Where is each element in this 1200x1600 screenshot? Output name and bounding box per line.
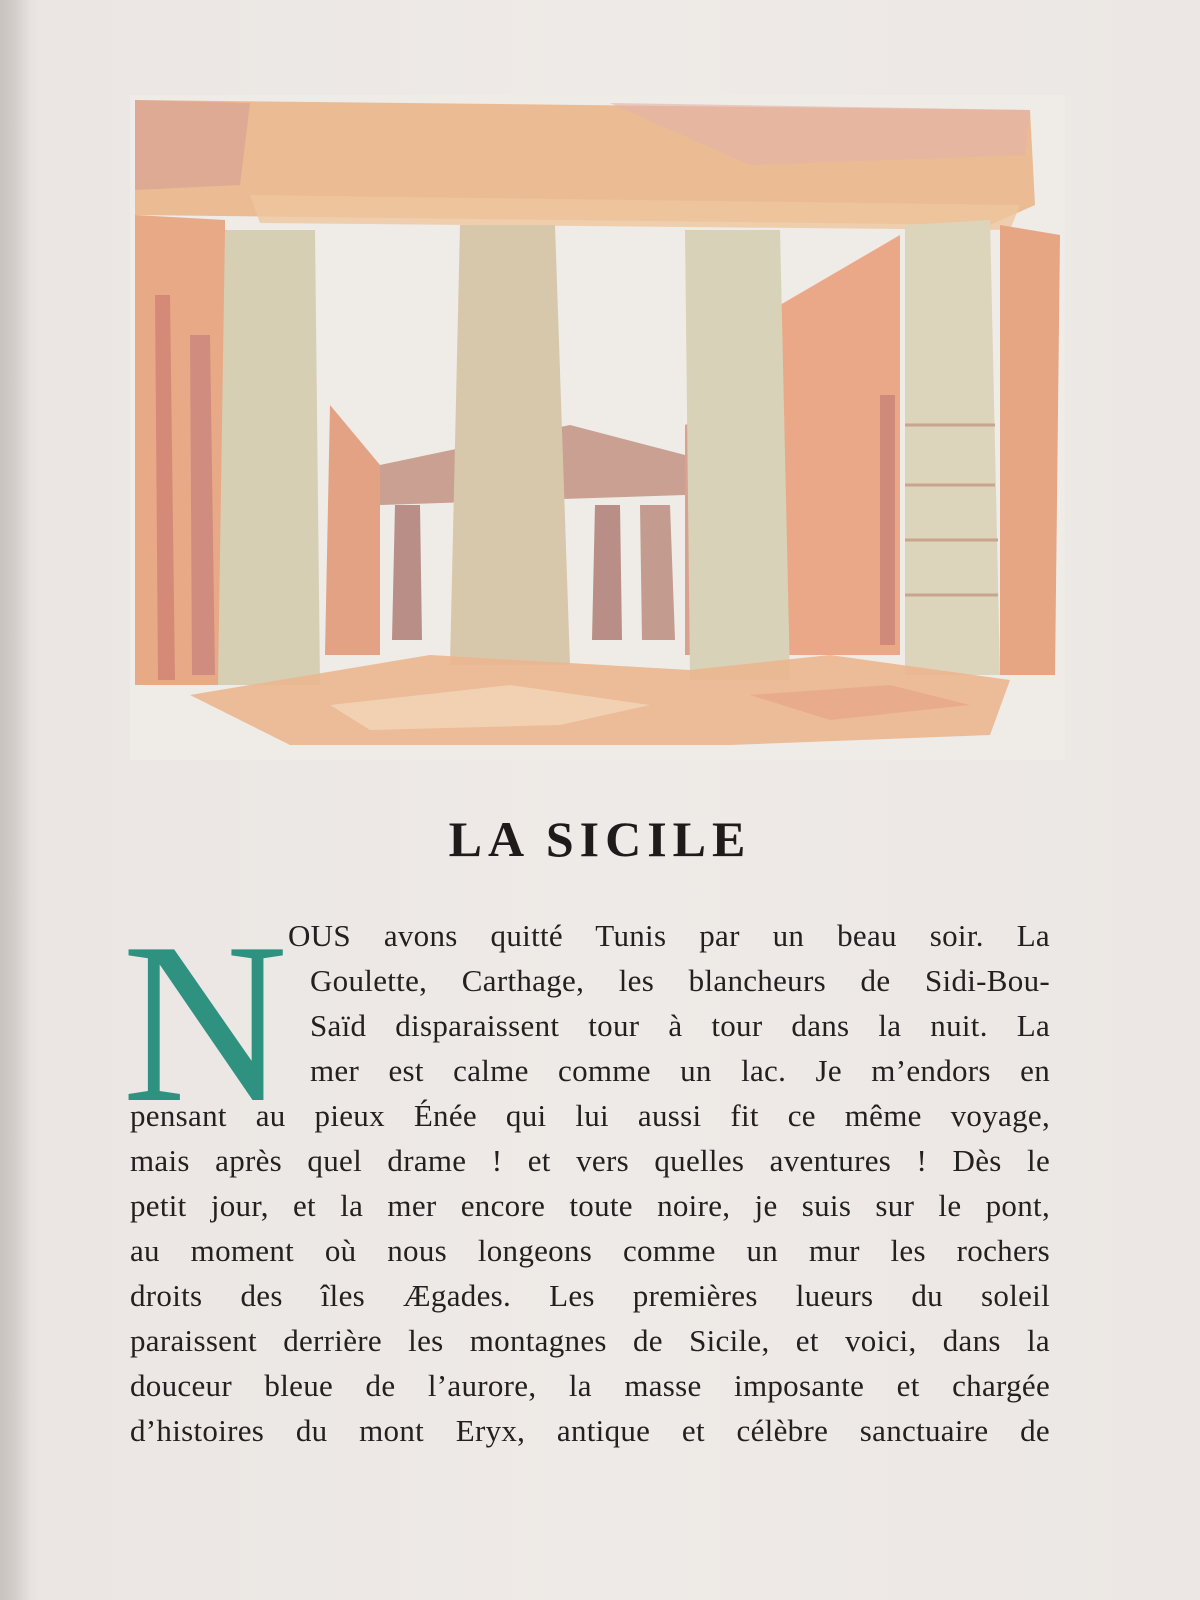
temple-illustration xyxy=(130,95,1065,760)
body-line-12: d’histoires du mont Eryx, antique et célèbre sanctuaire de xyxy=(130,1413,1050,1448)
drop-cap-letter: N xyxy=(121,925,289,1110)
body-line-4: mer est calme comme un lac. Je m’endors en xyxy=(310,1053,1050,1088)
body-line-9: droits des îles Ægades. Les premières lueurs du soleil xyxy=(130,1278,1050,1313)
body-line-5: pensant au pieux Énée qui lui aussi fit ce même voyage, xyxy=(130,1098,1050,1133)
body-line-10: paraissent derrière les montagnes de Sicile, et voici, dans la xyxy=(130,1323,1050,1358)
chapter-title: LA SICILE xyxy=(448,811,752,867)
body-line-11: douceur bleue de l’aurore, la masse imposante et chargée xyxy=(130,1368,1050,1403)
body-line-6: mais après quel drame ! et vers quelles aventures ! Dès le xyxy=(130,1143,1050,1178)
body-line-2: Goulette, Carthage, les blancheurs de Sidi-Bou- xyxy=(310,963,1050,998)
body-line-1: OUS avons quitté Tunis par un beau soir. La xyxy=(288,918,1050,953)
body-line-8: au moment où nous longeons comme un mur les rochers xyxy=(130,1233,1050,1268)
body-line-7: petit jour, et la mer encore toute noire, je suis sur le pont, xyxy=(130,1188,1050,1223)
drop-cap-initial xyxy=(120,925,290,1110)
body-line-3: Saïd disparaissent tour à tour dans la nuit. La xyxy=(310,1008,1050,1043)
spine-shadow xyxy=(0,0,30,1600)
